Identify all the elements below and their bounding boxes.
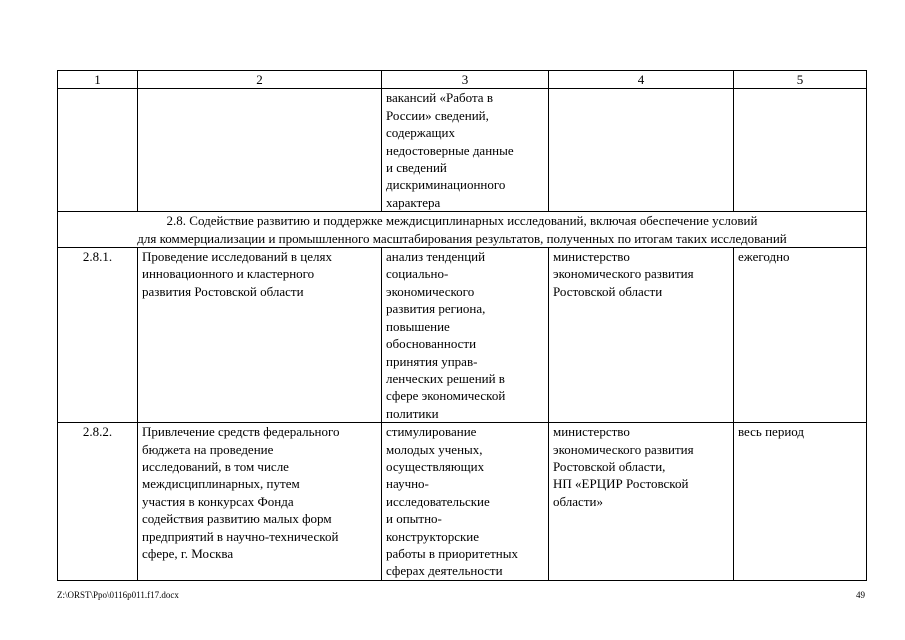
- empty-cell: [734, 89, 867, 212]
- text-line: научно-: [386, 476, 429, 492]
- column-number-cell: 5: [734, 71, 867, 89]
- text-line: стимулирование: [386, 424, 477, 440]
- column-number-cell: 1: [58, 71, 138, 89]
- result-cell: [382, 89, 549, 212]
- text-line: дискриминационного: [386, 177, 506, 193]
- column-number-row: [58, 71, 867, 89]
- empty-cell: [58, 89, 138, 212]
- empty-cell: [549, 89, 734, 212]
- text-line: развития региона,: [386, 301, 486, 317]
- footer-file-path: Z:\ORST\Ppo\0116p011.f17.docx: [57, 590, 179, 600]
- text-line: обоснованности: [386, 336, 477, 352]
- column-number-cell: 2: [138, 71, 382, 89]
- executor-cell: [549, 423, 734, 581]
- text-line: сфере экономической: [386, 388, 506, 404]
- text-line: и сведений: [386, 160, 447, 176]
- text-line: работы в приоритетных: [386, 545, 518, 561]
- table-row: [58, 423, 867, 581]
- section-heading: [58, 212, 867, 248]
- text-line: Проведение исследований в целях: [142, 249, 333, 265]
- text-line: вакансий «Работа в: [386, 90, 493, 106]
- text-line: сфере, г. Москва: [142, 545, 234, 561]
- text-line: исследований, в том числе: [142, 458, 289, 474]
- column-number-cell: 3: [382, 71, 549, 89]
- text-line: недостоверные данные: [386, 142, 514, 158]
- text-line: принятия управ-: [386, 353, 478, 369]
- text-line: участия в конкурсах Фонда: [142, 493, 294, 509]
- term-cell: ежегодно: [734, 248, 867, 423]
- page-number: 49: [856, 590, 865, 600]
- text-line: министерство: [553, 249, 630, 265]
- table-row: [58, 248, 867, 423]
- text-line: министерство: [553, 424, 630, 440]
- text-line: и опытно-: [386, 511, 442, 527]
- text-line: экономического: [386, 283, 475, 299]
- text-line: политики: [386, 405, 439, 421]
- text-line: России» сведений,: [386, 107, 489, 123]
- section-heading-line: 2.8. Содействие развитию и поддержке междисциплинарных исследований, включая обеспечение условий: [166, 213, 758, 229]
- column-number-cell: 4: [549, 71, 734, 89]
- result-cell: [382, 423, 549, 581]
- text-line: Ростовской области,: [553, 458, 666, 474]
- empty-cell: [138, 89, 382, 212]
- text-line: Привлечение средств федерального: [142, 424, 340, 440]
- item-number: 2.8.1.: [58, 248, 138, 423]
- text-line: сферах деятельности: [386, 563, 503, 579]
- continuation-row: [58, 89, 867, 212]
- text-line: ленческих решений в: [386, 370, 505, 386]
- section-heading-row: [58, 212, 867, 248]
- measure-cell: [138, 248, 382, 423]
- term-cell: весь период: [734, 423, 867, 581]
- text-line: анализ тенденций: [386, 249, 486, 265]
- text-line: содействия развитию малых форм: [142, 511, 332, 527]
- text-line: инновационного и кластерного: [142, 266, 315, 282]
- text-line: молодых ученых,: [386, 441, 483, 457]
- text-line: повышение: [386, 318, 450, 334]
- executor-cell: [549, 248, 734, 423]
- text-line: характера: [386, 194, 441, 210]
- text-line: осуществляющих: [386, 458, 485, 474]
- result-cell: [382, 248, 549, 423]
- text-line: области»: [553, 493, 603, 509]
- text-line: Ростовской области: [553, 283, 663, 299]
- text-line: междисциплинарных, путем: [142, 476, 300, 492]
- measures-table: [57, 70, 867, 581]
- text-line: социально-: [386, 266, 449, 282]
- text-line: бюджета на проведение: [142, 441, 274, 457]
- text-line: НП «ЕРЦИР Ростовской: [553, 476, 689, 492]
- text-line: исследовательские: [386, 493, 490, 509]
- text-line: развития Ростовской области: [142, 283, 304, 299]
- text-line: содержащих: [386, 125, 455, 141]
- measure-cell: [138, 423, 382, 581]
- text-line: предприятий в научно-технической: [142, 528, 339, 544]
- section-heading-line: для коммерциализации и промышленного масштабирования результатов, полученных по итогам таких исследований: [137, 230, 787, 246]
- text-line: экономического развития: [553, 266, 694, 282]
- text-line: экономического развития: [553, 441, 694, 457]
- item-number: 2.8.2.: [58, 423, 138, 581]
- text-line: конструкторские: [386, 528, 480, 544]
